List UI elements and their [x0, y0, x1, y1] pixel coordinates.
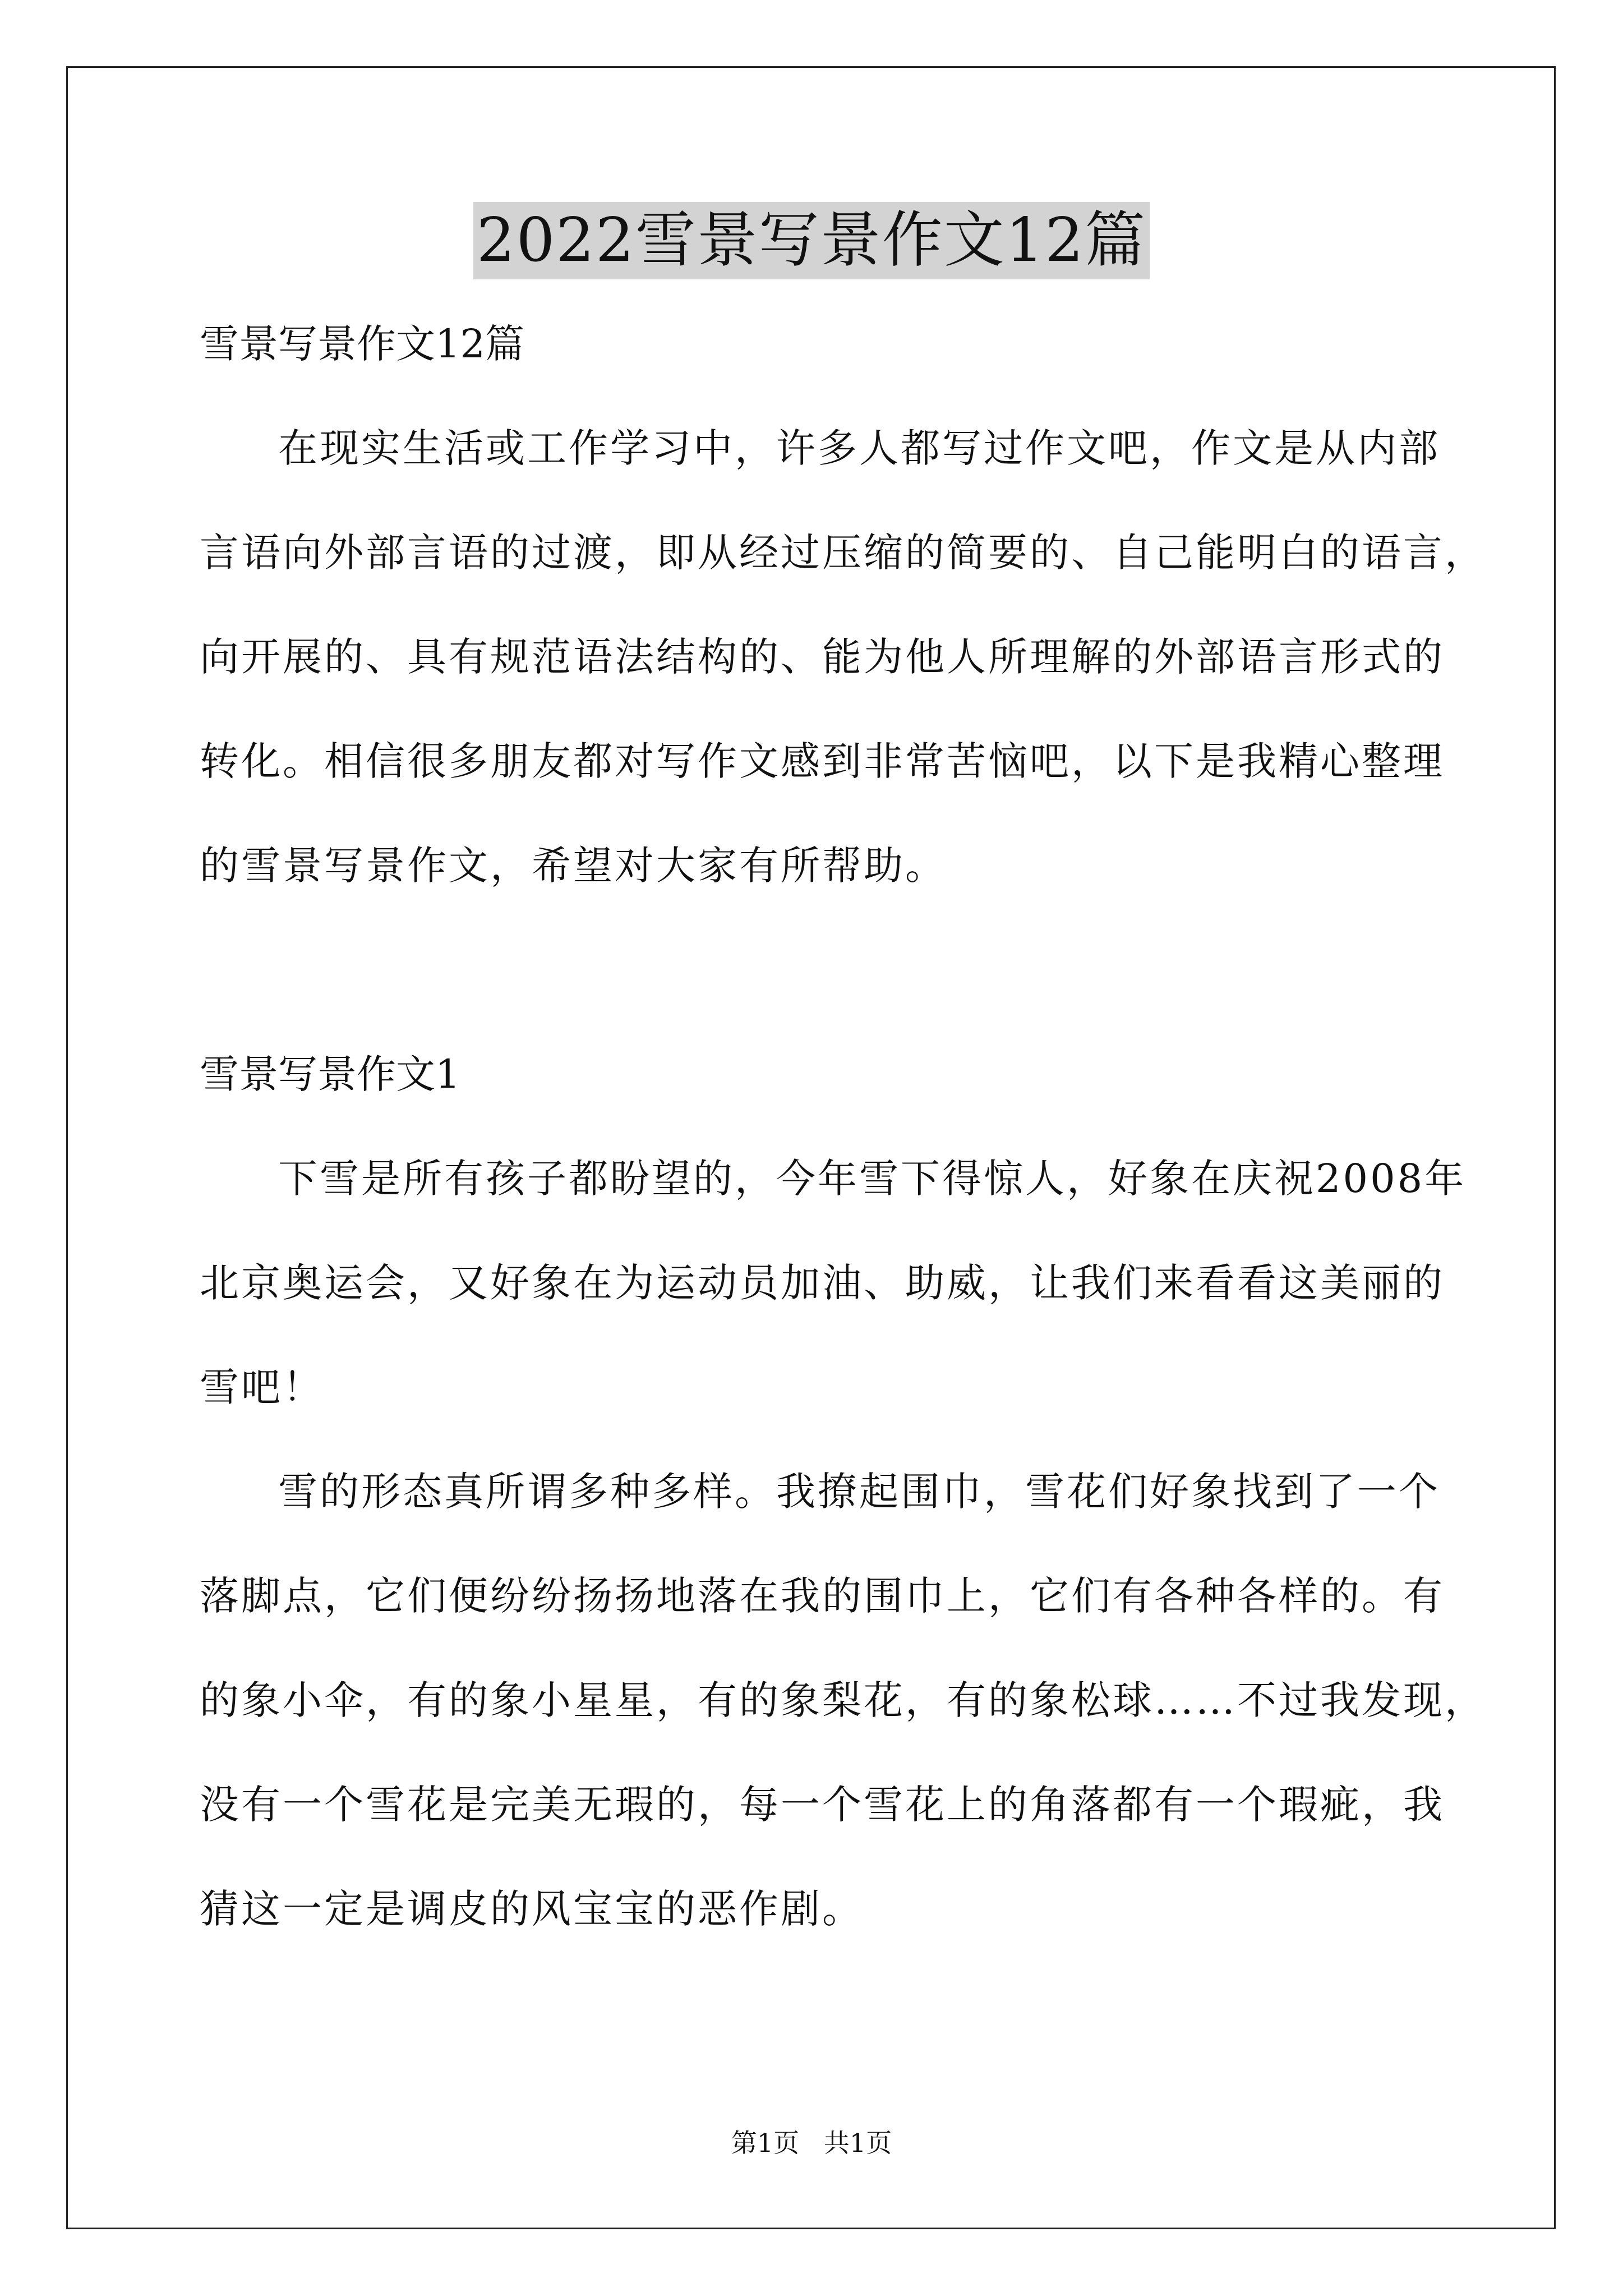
text-line: 的雪景写景作文，希望对大家有所帮助。	[200, 843, 947, 889]
text-line: 的象小伞，有的象小星星，有的象梨花，有的象松球……不过我发现，	[200, 1677, 1486, 1723]
document-subtitle: 雪景写景作文12篇	[200, 321, 525, 367]
section1-paragraph-2	[200, 1439, 1486, 1961]
page-footer	[0, 2126, 1623, 2160]
document-body	[200, 292, 1486, 1961]
text-line: 雪的形态真所谓多种多样。我撩起围巾，雪花们好象找到了一个	[278, 1469, 1440, 1515]
text-line: 转化。相信很多朋友都对写作文感到非常苦恼吧，以下是我精心整理	[200, 738, 1445, 784]
text-line: 下雪是所有孩子都盼望的，今年雪下得惊人，好象在庆祝2008年	[278, 1156, 1467, 1202]
text-line: 落脚点，它们便纷纷扬扬地落在我的围巾上，它们有各种各样的。有	[200, 1573, 1445, 1619]
page-number: 第1页 共1页	[731, 2128, 892, 2158]
title-container	[0, 202, 1623, 279]
document-title: 2022雪景写景作文12篇	[473, 202, 1150, 279]
text-line: 雪吧！	[200, 1364, 324, 1410]
section1-paragraph-1	[200, 1126, 1467, 1439]
text-line: 没有一个雪花是完美无瑕的，每一个雪花上的角落都有一个瑕疵，我	[200, 1782, 1445, 1828]
spacer	[200, 918, 1422, 1022]
text-line: 言语向外部言语的过渡，即从经过压缩的简要的、自己能明白的语言，	[200, 530, 1486, 576]
text-line: 北京奥运会，又好象在为运动员加油、助威，让我们来看看这美丽的	[200, 1260, 1445, 1306]
section-heading: 雪景写景作文1	[200, 1051, 460, 1097]
intro-paragraph	[200, 396, 1486, 918]
text-line: 猜这一定是调皮的风宝宝的恶作剧。	[200, 1886, 864, 1932]
text-line: 向开展的、具有规范语法结构的、能为他人所理解的外部语言形式的	[200, 634, 1445, 680]
text-line: 在现实生活或工作学习中，许多人都写过作文吧，作文是从内部	[278, 425, 1440, 471]
